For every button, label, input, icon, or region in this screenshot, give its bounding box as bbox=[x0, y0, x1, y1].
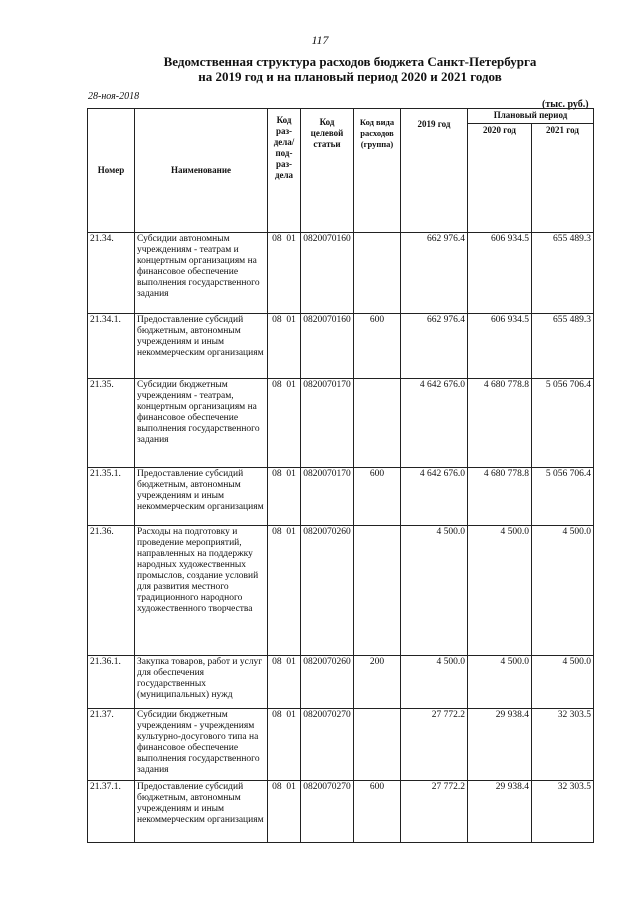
row-target: 0820070160 bbox=[301, 233, 354, 314]
row-name: Расходы на подготовку и проведение мероприятий, направленных на поддержку народных художественных промыслов, создание условий для развития местного традиционного народного художественного творчества bbox=[135, 526, 268, 656]
row-section bbox=[268, 656, 301, 709]
row-number: 21.34. bbox=[88, 233, 135, 314]
row-number: 21.34.1. bbox=[88, 314, 135, 379]
table-row bbox=[88, 468, 594, 526]
row-subsection-code: 01 bbox=[286, 469, 296, 479]
header-number: Номер bbox=[88, 109, 135, 233]
document-title bbox=[150, 54, 550, 84]
row-kind: 200 bbox=[354, 656, 401, 709]
header-2020: 2020 год bbox=[468, 124, 532, 233]
header-section: Код раз-дела/ под-раз-дела bbox=[268, 109, 301, 233]
row-section bbox=[268, 468, 301, 526]
row-number: 21.36. bbox=[88, 526, 135, 656]
row-name: Предоставление субсидий бюджетным, автономным учреждениям и иным некоммерческим организациям bbox=[135, 468, 268, 526]
row-subsection-code: 01 bbox=[286, 657, 296, 667]
row-section-code: 08 bbox=[272, 469, 282, 479]
row-2021: 5 056 706.4 bbox=[532, 379, 594, 468]
row-section bbox=[268, 709, 301, 781]
row-name: Субсидии бюджетным учреждениям - учреждениям культурно-досугового типа на финансовое обеспечение выполнения государственного задания bbox=[135, 709, 268, 781]
table-row bbox=[88, 781, 594, 843]
table-row bbox=[88, 379, 594, 468]
row-2020: 4 680 778.8 bbox=[468, 379, 532, 468]
row-target: 0820070270 bbox=[301, 781, 354, 843]
row-target: 0820070160 bbox=[301, 314, 354, 379]
row-2021: 5 056 706.4 bbox=[532, 468, 594, 526]
row-number: 21.37.1. bbox=[88, 781, 135, 843]
row-2019: 27 772.2 bbox=[401, 781, 468, 843]
table-row bbox=[88, 314, 594, 379]
row-name: Субсидии автономным учреждениям - театрам и концертным организациям на финансовое обеспечение выполнения государственного задания bbox=[135, 233, 268, 314]
title-line-2: на 2019 год и на плановый период 2020 и 2021 годов bbox=[198, 69, 502, 84]
budget-table bbox=[87, 108, 594, 843]
header-2021: 2021 год bbox=[532, 124, 594, 233]
row-2021: 32 303.5 bbox=[532, 781, 594, 843]
row-number: 21.35.1. bbox=[88, 468, 135, 526]
row-2019: 662 976.4 bbox=[401, 314, 468, 379]
row-2021: 32 303.5 bbox=[532, 709, 594, 781]
row-subsection-code: 01 bbox=[286, 234, 296, 244]
row-section bbox=[268, 233, 301, 314]
row-2020: 606 934.5 bbox=[468, 314, 532, 379]
row-kind: 600 bbox=[354, 468, 401, 526]
row-2019: 27 772.2 bbox=[401, 709, 468, 781]
row-subsection-code: 01 bbox=[286, 315, 296, 325]
header-name: Наименование bbox=[135, 109, 268, 233]
row-2020: 4 680 778.8 bbox=[468, 468, 532, 526]
row-target: 0820070260 bbox=[301, 526, 354, 656]
header-planned: Плановый период bbox=[468, 109, 594, 124]
row-number: 21.37. bbox=[88, 709, 135, 781]
row-subsection-code: 01 bbox=[286, 527, 296, 537]
row-2019: 4 500.0 bbox=[401, 526, 468, 656]
row-kind bbox=[354, 379, 401, 468]
table-row bbox=[88, 526, 594, 656]
row-number: 21.36.1. bbox=[88, 656, 135, 709]
row-2019: 4 642 676.0 bbox=[401, 379, 468, 468]
row-section-code: 08 bbox=[272, 657, 282, 667]
row-target: 0820070170 bbox=[301, 468, 354, 526]
row-kind bbox=[354, 526, 401, 656]
page-number: 117 bbox=[311, 33, 329, 47]
row-section bbox=[268, 314, 301, 379]
table-row bbox=[88, 233, 594, 314]
row-2021: 4 500.0 bbox=[532, 526, 594, 656]
row-2020: 29 938.4 bbox=[468, 709, 532, 781]
row-2021: 655 489.3 bbox=[532, 314, 594, 379]
row-number: 21.35. bbox=[88, 379, 135, 468]
units-label: (тыс. руб.) bbox=[542, 99, 589, 110]
row-section-code: 08 bbox=[272, 380, 282, 390]
row-kind: 600 bbox=[354, 781, 401, 843]
row-section-code: 08 bbox=[272, 710, 282, 720]
row-kind bbox=[354, 233, 401, 314]
row-2019: 662 976.4 bbox=[401, 233, 468, 314]
row-section-code: 08 bbox=[272, 234, 282, 244]
row-2021: 655 489.3 bbox=[532, 233, 594, 314]
row-section bbox=[268, 379, 301, 468]
row-section-code: 08 bbox=[272, 782, 282, 792]
row-name: Закупка товаров, работ и услуг для обеспечения государственных (муниципальных) нужд bbox=[135, 656, 268, 709]
header-target: Код целевой статьи bbox=[301, 109, 354, 233]
row-section-code: 08 bbox=[272, 315, 282, 325]
row-2019: 4 642 676.0 bbox=[401, 468, 468, 526]
row-subsection-code: 01 bbox=[286, 782, 296, 792]
row-subsection-code: 01 bbox=[286, 710, 296, 720]
row-target: 0820070260 bbox=[301, 656, 354, 709]
row-target: 0820070270 bbox=[301, 709, 354, 781]
row-target: 0820070170 bbox=[301, 379, 354, 468]
table-row bbox=[88, 656, 594, 709]
row-2019: 4 500.0 bbox=[401, 656, 468, 709]
row-2021: 4 500.0 bbox=[532, 656, 594, 709]
row-name: Предоставление субсидий бюджетным, автономным учреждениям и иным некоммерческим организациям bbox=[135, 314, 268, 379]
row-kind bbox=[354, 709, 401, 781]
header-2019: 2019 год bbox=[401, 109, 468, 233]
row-2020: 4 500.0 bbox=[468, 526, 532, 656]
row-subsection-code: 01 bbox=[286, 380, 296, 390]
row-kind: 600 bbox=[354, 314, 401, 379]
title-line-1: Ведомственная структура расходов бюджета Санкт-Петербурга bbox=[163, 54, 537, 69]
row-2020: 29 938.4 bbox=[468, 781, 532, 843]
row-name: Предоставление субсидий бюджетным, автономным учреждениям и иным некоммерческим организациям bbox=[135, 781, 268, 843]
row-name: Субсидии бюджетным учреждениям - театрам, концертным организациям на финансовое обеспечение выполнения государственного задания bbox=[135, 379, 268, 468]
row-2020: 606 934.5 bbox=[468, 233, 532, 314]
header-kind: Код вида расходов (группа) bbox=[354, 109, 401, 233]
row-section bbox=[268, 781, 301, 843]
document-date: 28-ноя-2018 bbox=[88, 91, 140, 102]
row-2020: 4 500.0 bbox=[468, 656, 532, 709]
table-row bbox=[88, 709, 594, 781]
row-section-code: 08 bbox=[272, 527, 282, 537]
row-section bbox=[268, 526, 301, 656]
